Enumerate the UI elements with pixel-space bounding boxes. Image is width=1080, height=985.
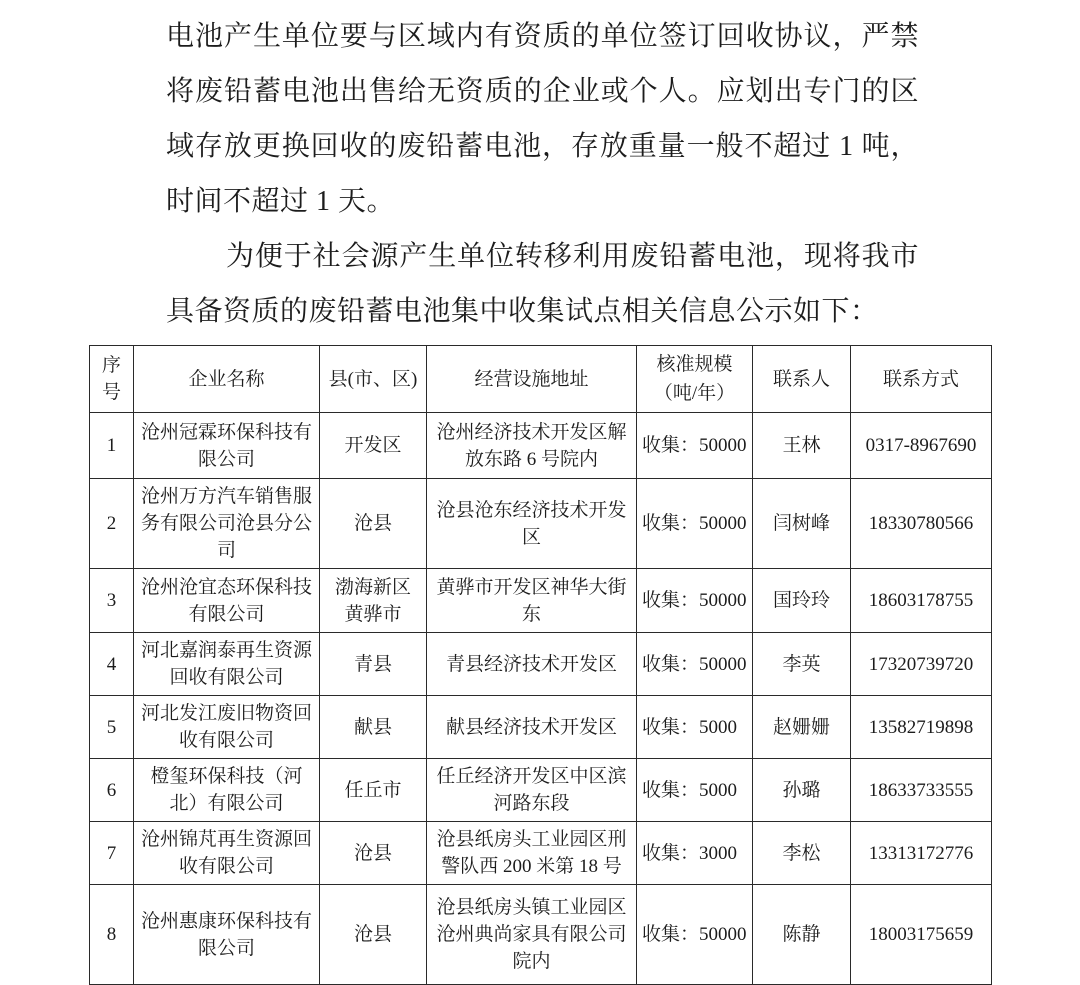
cell-county: 献县	[320, 696, 427, 759]
cell-company: 橙玺环保科技（河北）有限公司	[134, 759, 320, 822]
cell-phone: 18603178755	[851, 569, 992, 633]
cell-seq: 4	[90, 633, 134, 696]
cell-address: 青县经济技术开发区	[427, 633, 637, 696]
cell-company: 河北嘉润泰再生资源回收有限公司	[134, 633, 320, 696]
table-row	[90, 822, 992, 885]
cell-contact: 李英	[753, 633, 851, 696]
intro-line: 具备资质的废铅蓄电池集中收集试点相关信息公示如下：	[166, 296, 879, 327]
cell-contact: 李松	[753, 822, 851, 885]
cell-phone: 13582719898	[851, 696, 992, 759]
cell-phone: 18003175659	[851, 885, 992, 985]
cell-company: 沧州沧宜态环保科技有限公司	[134, 569, 320, 633]
intro-paragraphs	[166, 9, 919, 339]
header-address: 经营设施地址	[427, 346, 637, 413]
header-company: 企业名称	[134, 346, 320, 413]
cell-phone: 13313172776	[851, 822, 992, 885]
cell-scale: 收集：50000	[637, 413, 753, 479]
cell-contact: 孙璐	[753, 759, 851, 822]
header-scale-line2: （吨/年）	[653, 383, 736, 404]
collection-sites-table	[89, 345, 992, 985]
header-phone: 联系方式	[851, 346, 992, 413]
intro-line: 电池产生单位要与区域内有资质的单位签订回收协议，严禁	[166, 21, 919, 52]
intro-line: 为便于社会源产生单位转移利用废铅蓄电池，现将我市	[226, 241, 919, 272]
cell-company: 沧州锦芃再生资源回收有限公司	[134, 822, 320, 885]
cell-contact: 国玲玲	[753, 569, 851, 633]
cell-address: 沧县沧东经济技术开发区	[427, 479, 637, 569]
cell-county: 沧县	[320, 885, 427, 985]
header-seq: 序号	[90, 346, 134, 413]
cell-company: 沧州惠康环保科技有限公司	[134, 885, 320, 985]
cell-county: 沧县	[320, 822, 427, 885]
cell-county: 青县	[320, 633, 427, 696]
cell-county: 开发区	[320, 413, 427, 479]
cell-contact: 闫树峰	[753, 479, 851, 569]
cell-address: 沧州经济技术开发区解放东路 6 号院内	[427, 413, 637, 479]
cell-scale: 收集：50000	[637, 569, 753, 633]
cell-scale: 收集：3000	[637, 822, 753, 885]
cell-seq: 3	[90, 569, 134, 633]
table-header-row	[90, 346, 992, 413]
header-scale-line1: 核准规模	[656, 354, 733, 375]
cell-scale: 收集：5000	[637, 696, 753, 759]
cell-seq: 2	[90, 479, 134, 569]
cell-contact: 王林	[753, 413, 851, 479]
cell-county: 渤海新区黄骅市	[320, 569, 427, 633]
header-scale	[637, 346, 753, 413]
intro-line: 时间不超过 1 天。	[166, 186, 396, 217]
cell-scale: 收集：50000	[637, 633, 753, 696]
cell-seq: 1	[90, 413, 134, 479]
cell-seq: 8	[90, 885, 134, 985]
header-contact: 联系人	[753, 346, 851, 413]
intro-line: 域存放更换回收的废铅蓄电池，存放重量一般不超过 1 吨，	[166, 131, 919, 162]
table-row	[90, 696, 992, 759]
cell-contact: 陈静	[753, 885, 851, 985]
table-row	[90, 759, 992, 822]
intro-line: 将废铅蓄电池出售给无资质的企业或个人。应划出专门的区	[166, 76, 919, 107]
cell-phone: 18330780566	[851, 479, 992, 569]
cell-seq: 6	[90, 759, 134, 822]
cell-address: 献县经济技术开发区	[427, 696, 637, 759]
cell-address: 黄骅市开发区神华大街东	[427, 569, 637, 633]
cell-phone: 0317-8967690	[851, 413, 992, 479]
table-row	[90, 633, 992, 696]
cell-phone: 18633733555	[851, 759, 992, 822]
cell-scale: 收集：50000	[637, 479, 753, 569]
header-county: 县(市、区)	[320, 346, 427, 413]
cell-address: 任丘经济开发区中区滨河路东段	[427, 759, 637, 822]
cell-scale: 收集：5000	[637, 759, 753, 822]
cell-company: 河北发江废旧物资回收有限公司	[134, 696, 320, 759]
table-row	[90, 413, 992, 479]
cell-phone: 17320739720	[851, 633, 992, 696]
cell-contact: 赵姗姗	[753, 696, 851, 759]
cell-company: 沧州万方汽车销售服务有限公司沧县分公司	[134, 479, 320, 569]
cell-company: 沧州冠霖环保科技有限公司	[134, 413, 320, 479]
table-row	[90, 569, 992, 633]
cell-seq: 7	[90, 822, 134, 885]
cell-address: 沧县纸房头工业园区刑警队西 200 米第 18 号	[427, 822, 637, 885]
table-row	[90, 479, 992, 569]
cell-seq: 5	[90, 696, 134, 759]
cell-scale: 收集：50000	[637, 885, 753, 985]
table-row	[90, 885, 992, 985]
cell-county: 沧县	[320, 479, 427, 569]
cell-address: 沧县纸房头镇工业园区沧州典尚家具有限公司院内	[427, 885, 637, 985]
cell-county: 任丘市	[320, 759, 427, 822]
